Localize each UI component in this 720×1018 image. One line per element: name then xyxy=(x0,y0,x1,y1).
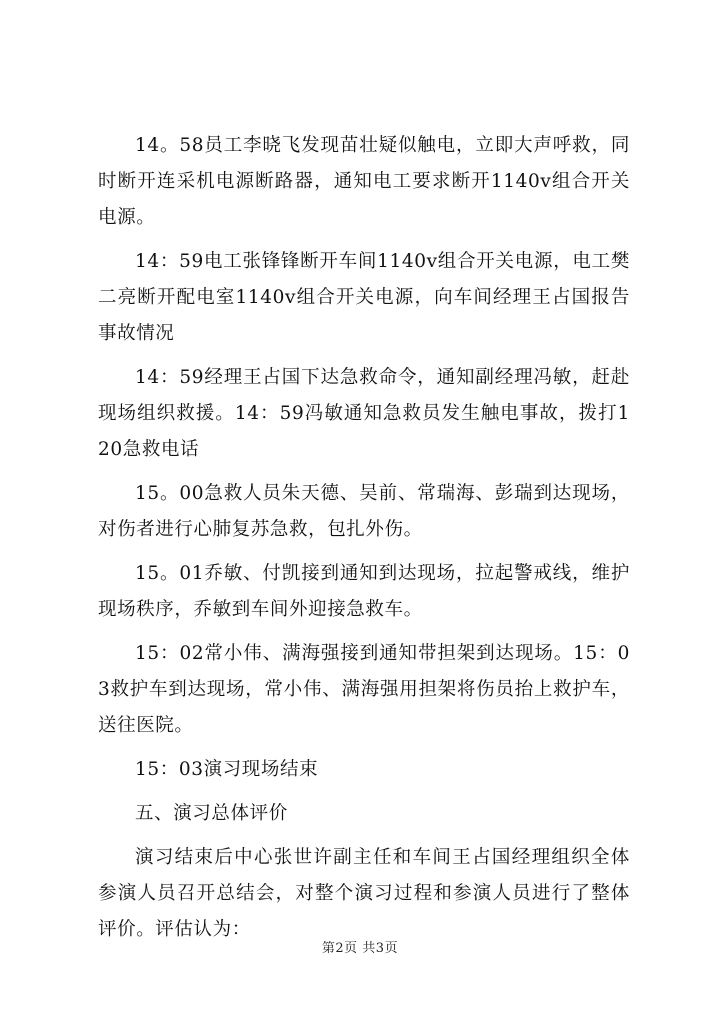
paragraph-1501: 15。01乔敏、付凯接到通知到达现场，拉起警戒线，维护现场秩序，乔敏到车间外迎接急救车。 xyxy=(98,563,630,620)
paragraph-1458: 14。58员工李晓飞发现苗壮疑似触电，立即大声呼救，同时断开连采机电源断路器，通知电工要求断开1140v组合开关电源。 xyxy=(98,135,630,228)
section-heading-evaluation: 五、演习总体评价 xyxy=(135,803,288,824)
paragraph-1459-power-off: 14：59电工张锋锋断开车间1140v组合开关电源，电工樊二亮断开配电室1140v组合开关电源，向车间经理王占国报告事故情况 xyxy=(98,251,630,344)
page-number-footer: 第2页 共3页 xyxy=(321,941,399,956)
paragraph-1500: 15。00急救人员朱天德、吴前、常瑞海、彭瑞到达现场，对伤者进行心肺复苏急救，包扎外伤。 xyxy=(98,483,630,540)
paragraph-1502: 15：02常小伟、满海强接到通知带担架到达现场。15：03救护车到达现场，常小伟、满海强用担架将伤员抬上救护车，送往医院。 xyxy=(98,643,630,736)
paragraph-1503-end: 15：03演习现场结束 xyxy=(135,759,319,780)
document-body xyxy=(98,128,630,956)
paragraph-1459-rescue-order: 14：59经理王占国下达急救命令，通知副经理冯敏，赶赴现场组织救援。14：59冯敏通知急救员发生触电事故，拨打120急救电话 xyxy=(98,367,630,460)
paragraph-evaluation: 演习结束后中心张世许副主任和车间王占国经理组织全体参演人员召开总结会，对整个演习过程和参演人员进行了整体评价。评估认为： xyxy=(98,847,630,940)
